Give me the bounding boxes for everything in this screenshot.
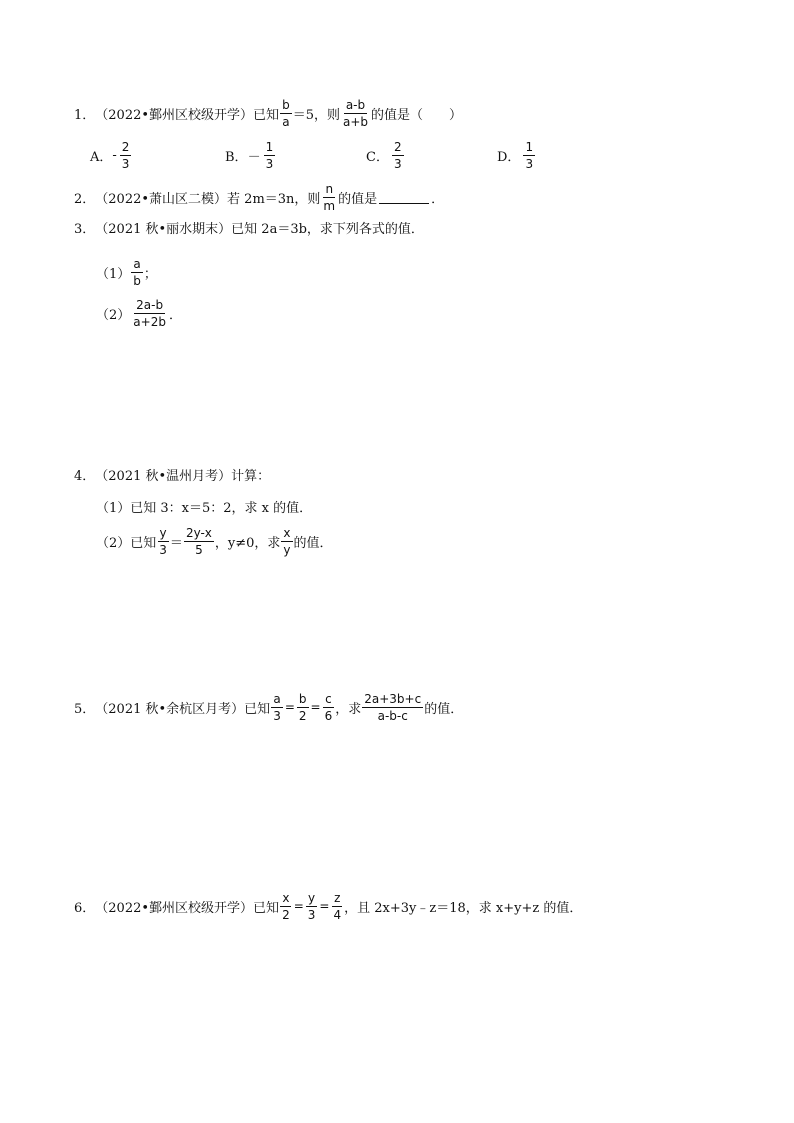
option-c[interactable]: C． $\frac{2}{3}$ [366,139,402,171]
fraction: $\frac{2}{3}$ [121,139,130,171]
fraction: $\frac{a-b}{a+b}$ [342,97,368,129]
question-5: 5． （2021 秋•余杭区月考） 已知 $\frac{a}{3}$ = $\frac{b}{2}$ = $\frac{c}{6}$ ，求 $\frac{2a+3b+c}{a-b-c}$ 的值． [74,691,464,723]
question-number: 4． [74,468,96,484]
question-text: 已知 [253,107,280,123]
question-2: 2． （2022•萧山区二模） 若 2m＝3n，则 $\frac{n}{m}$ 的值是 ． [74,181,445,213]
fraction: $\frac{a}{3}$ [273,691,281,723]
fraction: $\frac{y}{3}$ [307,890,316,922]
fraction: $\frac{2a+3b+c}{a-b-c}$ [364,691,422,723]
question-text: 已知 [244,701,271,717]
fraction: $\frac{x}{y}$ [283,525,291,557]
option-a[interactable]: A． - $\frac{2}{3}$ [90,139,130,171]
question-source: （2021 秋•丽水期末） [95,221,232,237]
question-text: 的值是 [338,191,378,207]
fraction: $\frac{2a-b}{a+2b}$ [133,297,166,329]
question-source: （2021 秋•温州月考） [95,468,232,484]
fraction: $\frac{y}{3}$ [159,525,167,557]
question-source: （2022•鄞州区校级开学） [95,107,254,123]
question-text: 的值是（ ） [371,107,463,123]
question-number: 3． [74,221,96,237]
fraction: $\frac{1}{3}$ [525,139,534,171]
question-number: 6． [74,900,96,916]
question-6: 6． （2022•鄞州区校级开学） 已知 $\frac{x}{2}$ = $\frac{y}{3}$ = $\frac{z}{4}$ ，且 2x+3y﹣z＝18，求 x+y+z 的值． [74,890,583,922]
option-b[interactable]: B． － $\frac{1}{3}$ [225,139,274,171]
question-4-part-1: （1）已知 3：x＝5：2，求 x 的值． [96,500,313,516]
question-source: （2022•萧山区二模） [95,191,228,207]
question-source: （2021 秋•余杭区月考） [95,701,245,717]
fraction: $\frac{n}{m}$ [323,181,336,213]
question-4-part-2: （2）已知 $\frac{y}{3}$ ＝ $\frac{2y-x}{5}$ ，y≠0，求 $\frac{x}{y}$ 的值． [96,525,333,557]
fraction: $\frac{z}{4}$ [333,890,342,922]
question-3-part-2: （2） $\frac{2a-b}{a+2b}$ ． [96,297,182,329]
fraction: $\frac{2y-x}{5}$ [185,525,212,557]
fraction: $\frac{1}{3}$ [265,139,274,171]
fraction: $\frac{c}{6}$ [324,691,333,723]
question-number: 1． [74,107,96,123]
question-source: （2022•鄞州区校级开学） [95,900,254,916]
fraction: $\frac{b}{a}$ [282,97,290,129]
fraction: $\frac{x}{2}$ [282,890,290,922]
question-number: 2． [74,191,96,207]
question-3-part-1: （1） $\frac{a}{b}$ ； [96,256,157,288]
fraction: $\frac{a}{b}$ [133,256,141,288]
question-text: 若 2m＝3n，则 [227,191,321,207]
question-3 [74,216,424,238]
question-text: 计算： [231,468,271,484]
question-4 [74,463,270,485]
question-text: 已知 2a＝3b，求下列各式的值． [231,221,424,237]
question-1 [74,93,462,133]
question-text: 已知 [253,900,280,916]
option-d[interactable]: D． $\frac{1}{3}$ [497,139,534,171]
answer-blank[interactable] [379,191,429,204]
fraction: $\frac{2}{3}$ [393,139,402,171]
fraction: $\frac{b}{2}$ [298,691,307,723]
question-number: 5． [74,701,96,717]
answer-options [0,135,794,175]
question-text: ＝5，则 [292,107,340,123]
